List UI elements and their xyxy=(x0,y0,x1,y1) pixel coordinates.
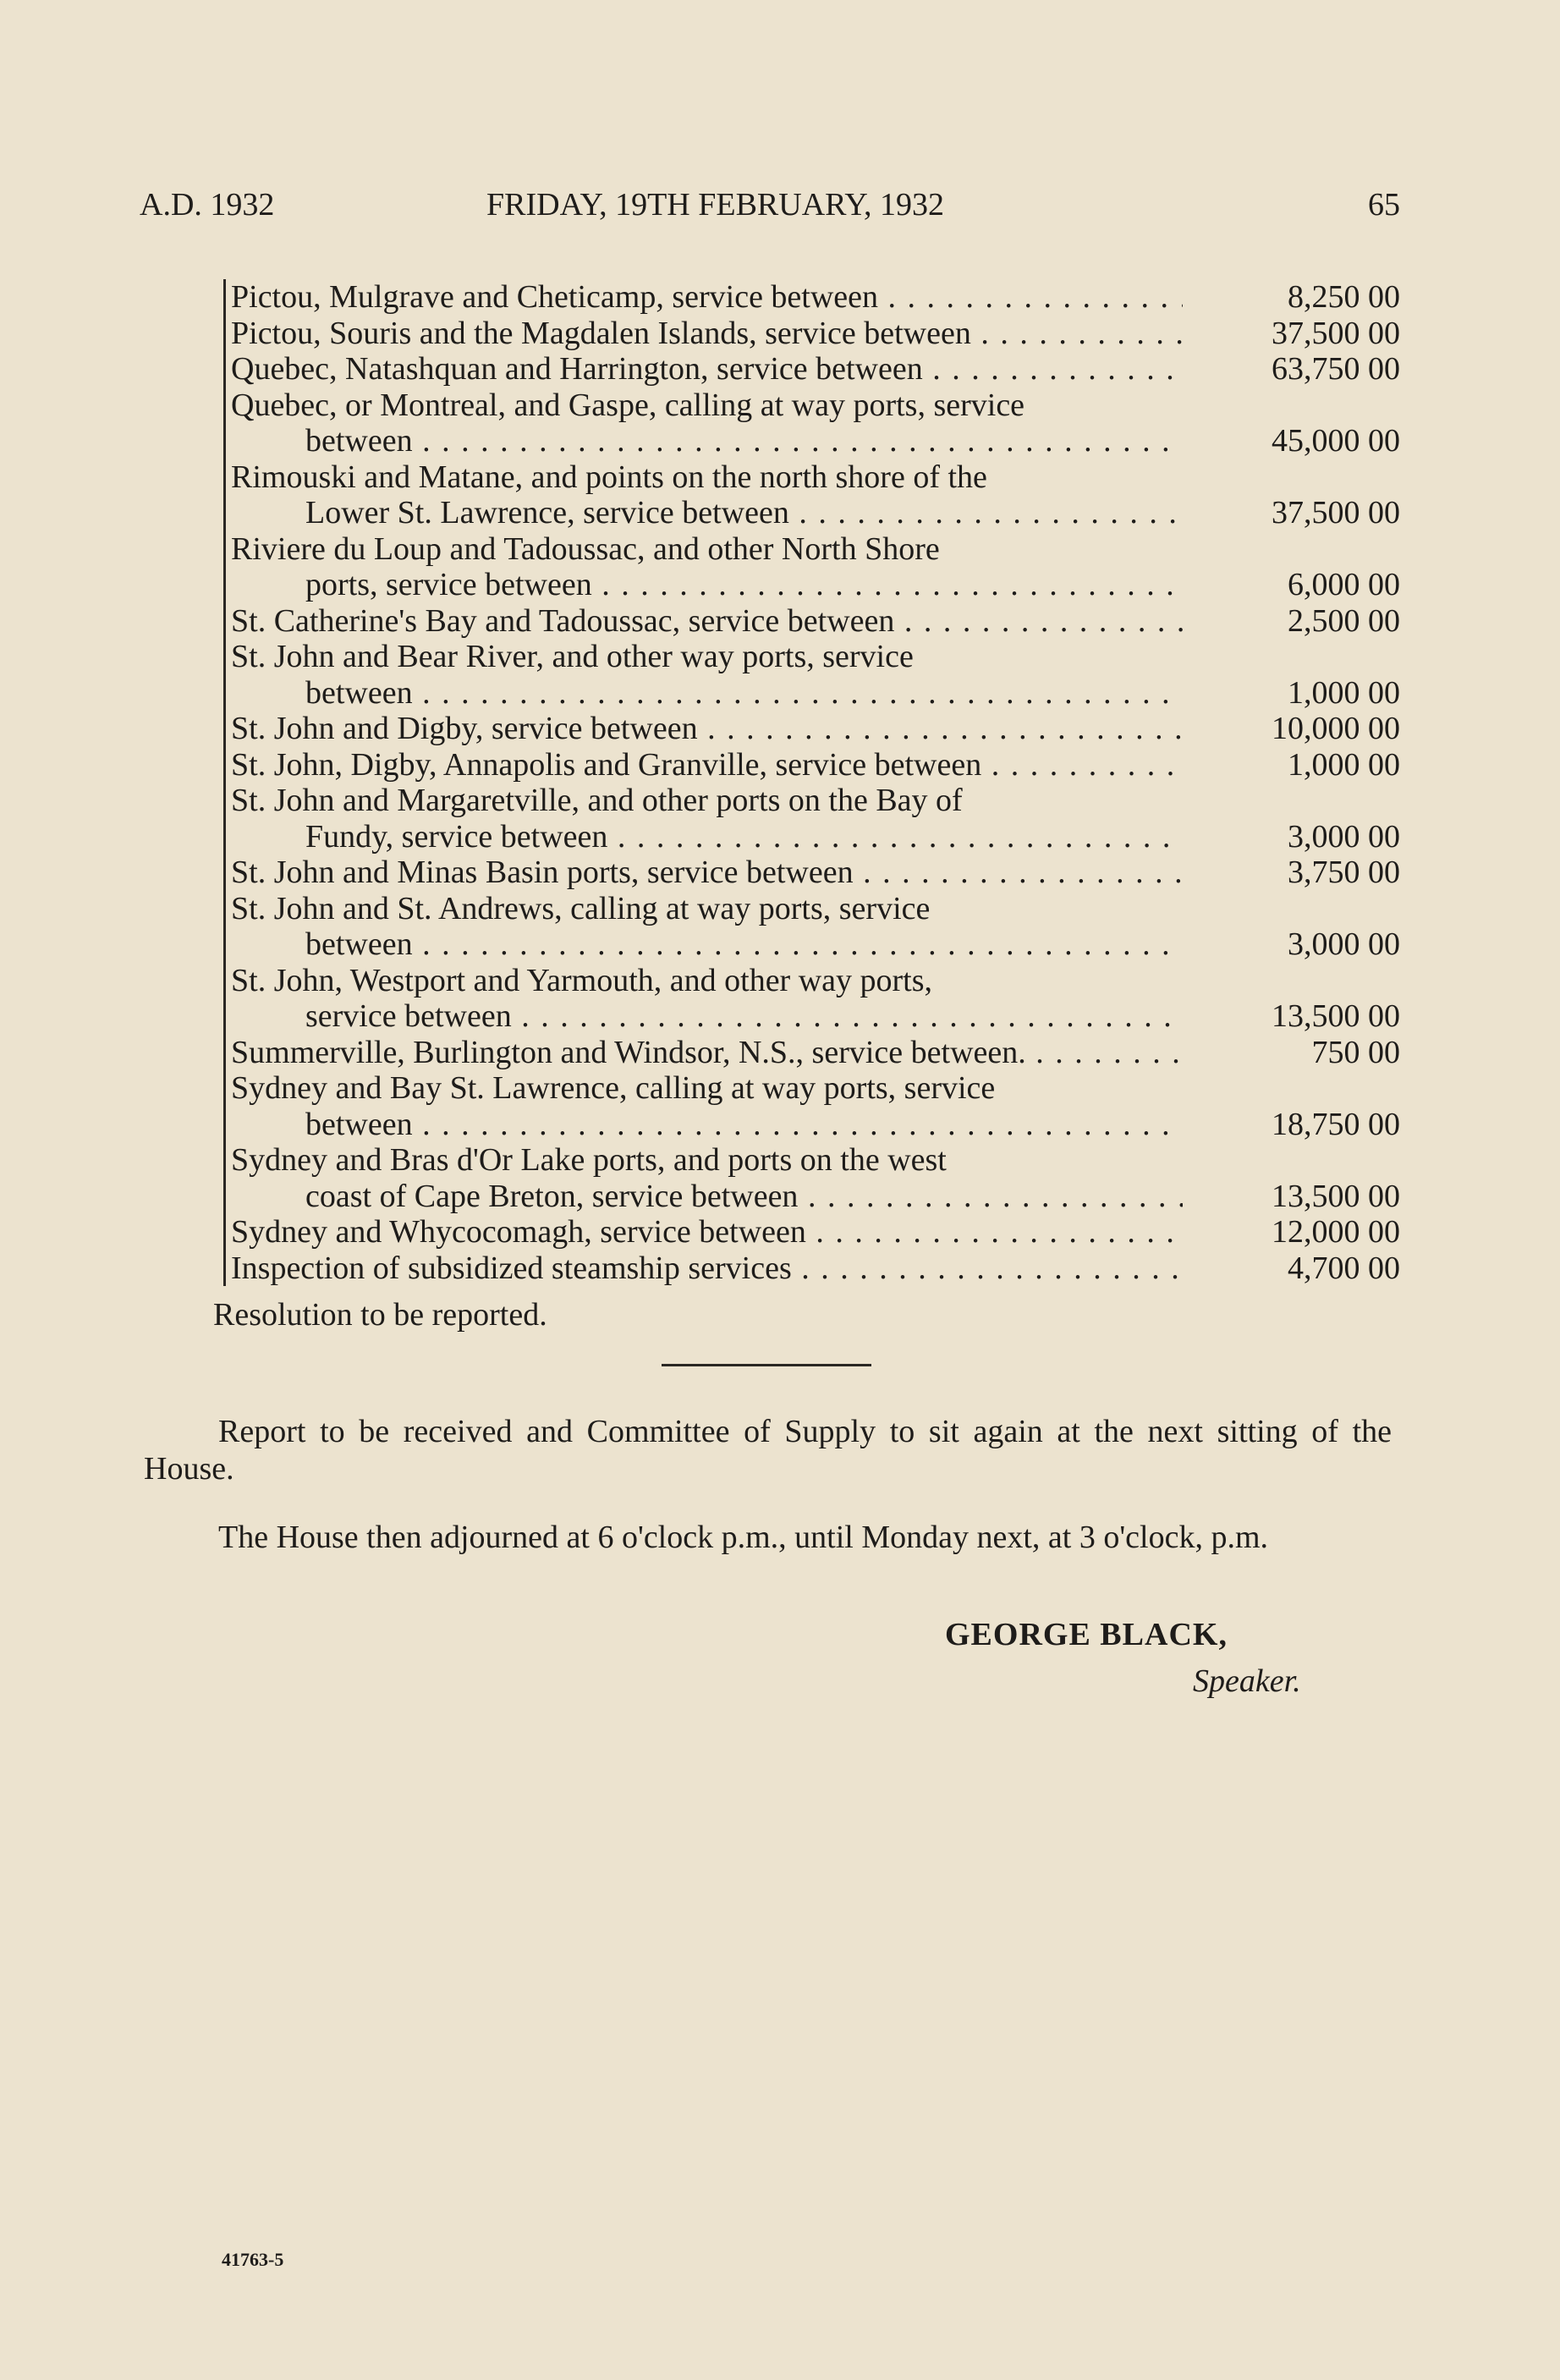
list-item xyxy=(226,891,1400,963)
list-item xyxy=(226,351,1400,388)
entry-description: St. John, Digby, Annapolis and Granville, service between . . . xyxy=(226,747,1183,783)
list-item xyxy=(226,279,1400,316)
entry-amount: 45,000 00 xyxy=(1272,423,1400,459)
page-header xyxy=(140,186,1400,237)
entry-description: Rimouski and Matane, and points on the north shore of the xyxy=(231,459,987,495)
entry-description: Sydney and Bras d'Or Lake ports, and ports on the west xyxy=(231,1142,947,1178)
list-item xyxy=(226,388,1400,459)
list-item xyxy=(226,459,1400,531)
entry-amount: 13,500 00 xyxy=(1272,998,1400,1034)
entry-description: Riviere du Loup and Tadoussac, and other North Shore xyxy=(231,530,940,567)
entry-amount: 1,000 00 xyxy=(1288,674,1400,711)
entry-description: between . . . xyxy=(226,1107,1183,1143)
adjournment-paragraph: The House then adjourned at 6 o'clock p.m., until Monday next, at 3 o'clock, p.m. xyxy=(218,1520,1269,1555)
entry-description: between . . . xyxy=(226,926,1183,963)
entry-amount: 6,000 00 xyxy=(1288,567,1400,602)
entry-description: St. John and Minas Basin ports, service between . . . xyxy=(226,855,1183,891)
subsidy-entries-list xyxy=(223,279,1400,1286)
entry-description: ports, service between . . . xyxy=(226,567,1183,603)
entry-description: coast of Cape Breton, service between . . . xyxy=(226,1179,1183,1215)
entry-amount: 3,750 00 xyxy=(1288,855,1400,890)
list-item xyxy=(226,747,1400,783)
entry-description: between . . . xyxy=(226,423,1183,459)
list-item xyxy=(226,855,1400,891)
entry-description: service between . . . xyxy=(226,998,1183,1035)
entry-amount: 12,000 00 xyxy=(1272,1214,1400,1250)
entry-description: St. John and Bear River, and other way ports, service xyxy=(231,639,914,674)
entry-amount: 3,000 00 xyxy=(1288,926,1400,962)
list-item xyxy=(226,639,1400,711)
entry-description: between . . . xyxy=(226,675,1183,712)
entry-description: Fundy, service between . . . xyxy=(226,819,1183,855)
entry-amount: 8,250 00 xyxy=(1288,279,1400,315)
entry-amount: 3,000 00 xyxy=(1288,818,1400,855)
entry-amount: 18,750 00 xyxy=(1272,1106,1400,1142)
entry-description: Lower St. Lawrence, service between . . . xyxy=(226,495,1183,531)
entry-description: Pictou, Souris and the Magdalen Islands, service between . . . xyxy=(226,316,1183,352)
list-item xyxy=(226,531,1400,603)
header-year: A.D. 1932 xyxy=(140,187,275,223)
entry-amount: 750 00 xyxy=(1311,1034,1400,1070)
entry-description: Inspection of subsidized steamship services . . . xyxy=(226,1250,1183,1287)
list-item xyxy=(226,1250,1400,1287)
entry-description: St. John and Margaretville, and other ports on the Bay of xyxy=(231,783,963,818)
header-date: FRIDAY, 19TH FEBRUARY, 1932 xyxy=(486,187,944,223)
entry-description: St. John and St. Andrews, calling at way ports, service xyxy=(231,890,931,926)
entry-description: Sydney and Whycocomagh, service between . . . xyxy=(226,1214,1183,1250)
list-item xyxy=(226,1070,1400,1142)
list-item xyxy=(226,711,1400,747)
entry-description: Quebec, Natashquan and Harrington, service between . . . xyxy=(226,351,1183,388)
entry-description: Summerville, Burlington and Windsor, N.S., service between. . . . xyxy=(226,1035,1183,1071)
list-item xyxy=(226,316,1400,352)
entry-amount: 2,500 00 xyxy=(1288,602,1400,639)
entry-amount: 13,500 00 xyxy=(1272,1178,1400,1214)
list-item xyxy=(226,1035,1400,1071)
entry-description: St. Catherine's Bay and Tadoussac, service between . . . xyxy=(226,603,1183,640)
entry-description: St. John and Digby, service between . . . xyxy=(226,711,1183,747)
list-item xyxy=(226,1142,1400,1214)
signature-name: GEORGE BLACK, xyxy=(945,1617,1228,1652)
print-code: 41763-5 xyxy=(222,2249,284,2270)
list-item xyxy=(226,1214,1400,1250)
list-item xyxy=(226,783,1400,855)
entry-description: Quebec, or Montreal, and Gaspe, calling at way ports, service xyxy=(231,387,1025,423)
entry-description: St. John, Westport and Yarmouth, and other way ports, xyxy=(231,962,933,998)
resolution-text: Resolution to be reported. xyxy=(213,1297,547,1333)
entry-amount: 63,750 00 xyxy=(1272,351,1400,387)
entry-amount: 37,500 00 xyxy=(1272,315,1400,351)
entry-amount: 10,000 00 xyxy=(1272,711,1400,746)
entry-amount: 4,700 00 xyxy=(1288,1250,1400,1286)
entry-description: Sydney and Bay St. Lawrence, calling at way ports, service xyxy=(231,1070,996,1106)
committee-paragraph: Report to be received and Committee of Supply to sit again at the next sitting of the House. xyxy=(144,1414,1392,1487)
list-item xyxy=(226,603,1400,640)
entry-amount: 1,000 00 xyxy=(1288,746,1400,783)
entry-amount: 37,500 00 xyxy=(1272,495,1400,530)
page-number: 65 xyxy=(1368,187,1400,223)
signature-title: Speaker. xyxy=(1193,1663,1301,1699)
entry-description: Pictou, Mulgrave and Cheticamp, service between . . . xyxy=(226,279,1183,316)
list-item xyxy=(226,963,1400,1035)
section-divider xyxy=(662,1364,871,1366)
